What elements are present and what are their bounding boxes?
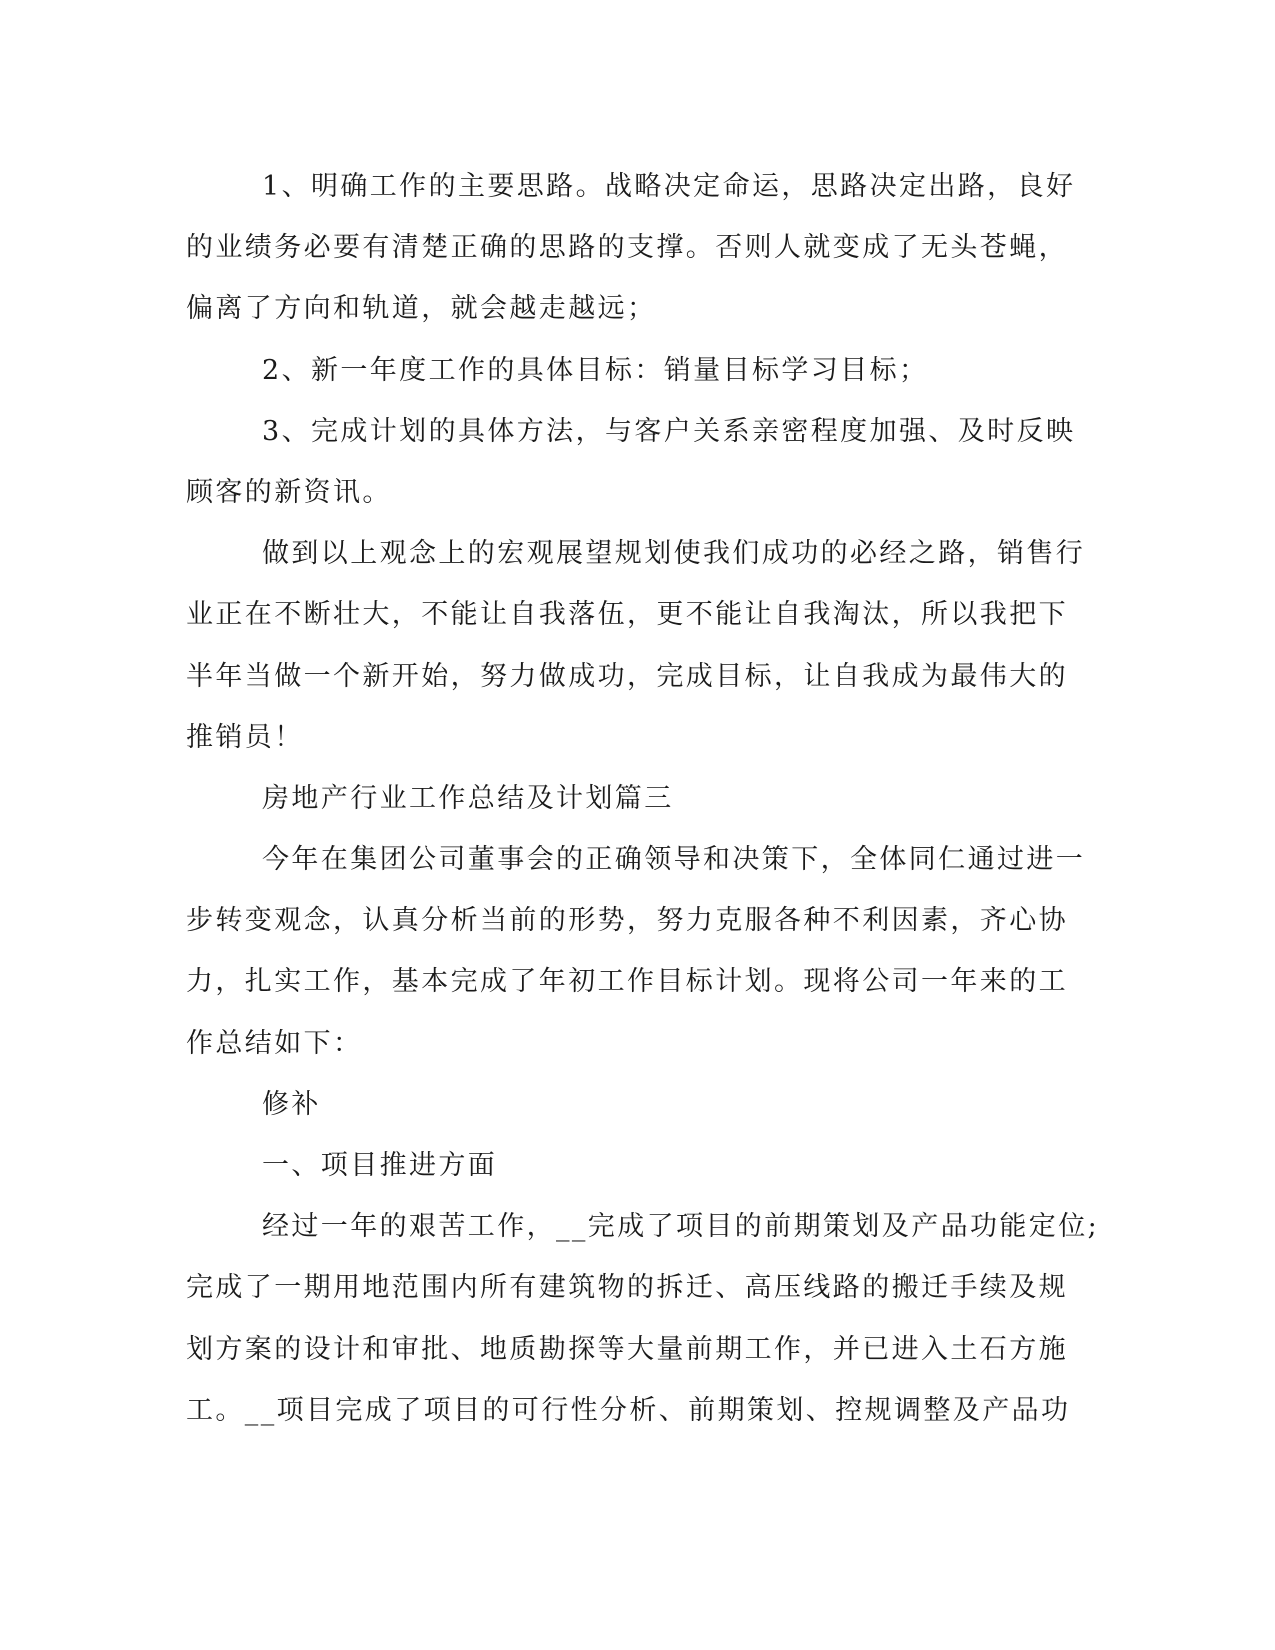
text-line-8: 业正在不断壮大，不能让自我落伍，更不能让自我淘汰，所以我把下 (186, 599, 1068, 631)
text-line-6: 顾客的新资讯。 (186, 476, 392, 508)
text-line-7: 做到以上观念上的宏观展望规划使我们成功的必经之路，销售行 (262, 538, 1086, 570)
text-line-1: 1、明确工作的主要思路。战略决定命运，思路决定出路，良好 (262, 171, 1076, 202)
text-line-12: 今年在集团公司董事会的正确领导和决策下，全体同仁通过进一 (262, 844, 1086, 876)
text-line-15: 作总结如下： (186, 1027, 363, 1059)
text-line-10: 推销员！ (186, 721, 304, 753)
text-line-3: 偏离了方向和轨道，就会越走越远； (186, 293, 657, 325)
text-line-2: 的业绩务必要有清楚正确的思路的支撑。否则人就变成了无头苍蝇， (186, 232, 1068, 264)
text-line-21: 工。__项目完成了项目的可行性分析、前期策划、控规调整及产品功 (186, 1394, 1071, 1426)
subsection-heading: 一、项目推进方面 (262, 1150, 498, 1181)
text-line-9: 半年当做一个新开始，努力做成功，完成目标，让自我成为最伟大的 (186, 660, 1068, 692)
text-line-13: 步转变观念，认真分析当前的形势，努力克服各种不利因素，齐心协 (186, 905, 1068, 937)
text-line-19: 完成了一期用地范围内所有建筑物的拆迁、高压线路的搬迁手续及规 (186, 1272, 1068, 1304)
text-line-4: 2、新一年度工作的具体目标：销量目标学习目标； (262, 354, 929, 386)
text-line-20: 划方案的设计和审批、地质勘探等大量前期工作，并已进入土石方施 (186, 1333, 1068, 1365)
text-line-5: 3、完成计划的具体方法，与客户关系亲密程度加强、及时反映 (262, 415, 1076, 447)
text-line-14: 力，扎实工作，基本完成了年初工作目标计划。现将公司一年来的工 (186, 966, 1068, 998)
text-line-16: 修补 (262, 1088, 321, 1120)
text-line-18: 经过一年的艰苦工作，__完成了项目的前期策划及产品功能定位; (262, 1211, 1100, 1243)
document-body (186, 156, 1100, 1441)
section-heading: 房地产行业工作总结及计划篇三 (262, 782, 674, 814)
